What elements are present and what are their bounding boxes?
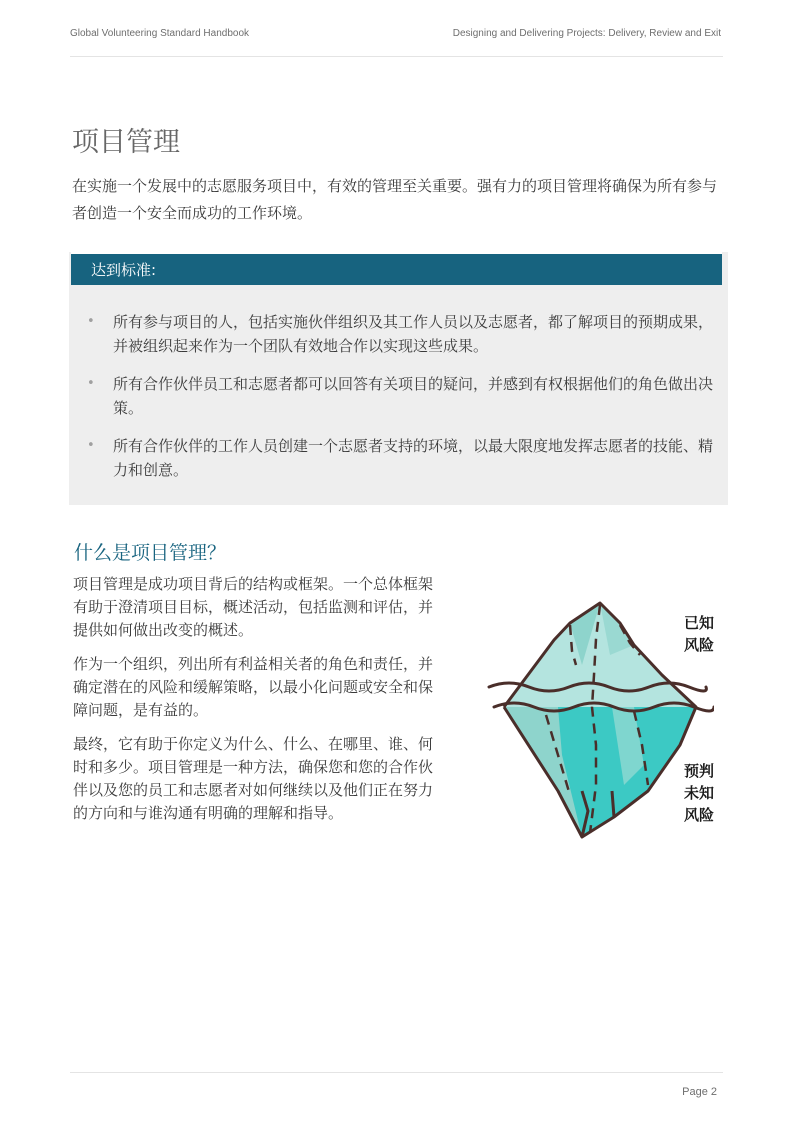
body-paragraph: 作为一个组织，列出所有利益相关者的角色和责任，并确定潜在的风险和缓解策略，以最小化问题或安全和保障问题，是有益的。	[73, 655, 434, 719]
list-item	[87, 310, 717, 358]
body-paragraph: 最终，它有助于你定义为什么、什么、在哪里、谁、何时和多少。项目管理是一种方法，确保您和您的合作伙伴以及您的员工和志愿者对如何继续以及他们正在努力的方向和与谁沟通有明确的理解和指导。	[73, 735, 434, 822]
standard-list	[87, 310, 717, 496]
header-section-title: Designing and Delivering Projects: Delivery, Review and Exit	[452, 28, 721, 39]
known-risk-label-line: 风险	[684, 636, 715, 654]
list-item-text: 所有合作伙伴的工作人员创建一个志愿者支持的环境，以最大限度地发挥志愿者的技能、精力和创意。	[113, 437, 714, 479]
list-item	[87, 434, 717, 482]
body-paragraph: 项目管理是成功项目背后的结构或框架。一个总体框架有助于澄清项目目标，概述活动，包括监测和评估，并提供如何做出改变的概述。	[73, 575, 434, 639]
footer-divider	[70, 1072, 723, 1073]
unknown-risk-label-line: 风险	[684, 806, 715, 824]
header-document-title: Global Volunteering Standard Handbook	[70, 28, 250, 39]
unknown-risk-label-line: 未知	[684, 784, 715, 802]
list-item	[87, 372, 717, 420]
iceberg-illustration	[484, 595, 714, 845]
iceberg-crack	[612, 791, 614, 817]
standard-box	[69, 252, 728, 505]
intro-paragraph: 在实施一个发展中的志愿服务项目中，有效的管理至关重要。强有力的项目管理将确保为所有参与者创造一个安全而成功的工作环境。	[72, 177, 718, 222]
bullet-icon: •	[87, 314, 95, 329]
bullet-icon: •	[87, 438, 95, 453]
unknown-risk-label	[684, 760, 714, 826]
iceberg-tip	[504, 603, 696, 707]
known-risk-label-line: 已知	[684, 614, 715, 632]
section-title: 什么是项目管理？	[74, 542, 227, 564]
standard-heading: 达到标准:	[71, 252, 722, 285]
known-risk-label	[684, 612, 714, 656]
list-item-text: 所有合作伙伴员工和志愿者都可以回答有关项目的疑问，并感到有权根据他们的角色做出决策。	[113, 375, 714, 417]
header-divider	[70, 56, 723, 57]
page-number: Page 2	[682, 1086, 717, 1098]
unknown-risk-label-line: 预判	[684, 762, 715, 780]
page-title: 项目管理	[72, 127, 180, 158]
list-item-text: 所有参与项目的人，包括实施伙伴组织及其工作人员以及志愿者，都了解项目的预期成果，并被组织起来作为一个团队有效地合作以实现这些成果。	[113, 313, 714, 355]
bullet-icon: •	[87, 376, 95, 391]
section-body	[73, 573, 445, 836]
